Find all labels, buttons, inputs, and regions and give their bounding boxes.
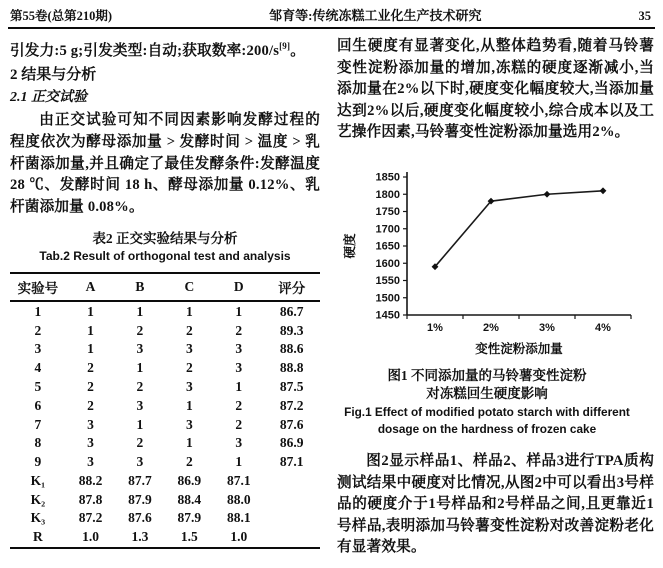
line-chart <box>339 165 639 361</box>
y-tick-label: 1750 <box>375 206 400 219</box>
table-cell: 87.2 <box>279 397 304 413</box>
table-row <box>10 340 320 359</box>
table-cell: 2 <box>185 360 193 376</box>
table-cell: 1 <box>136 360 144 376</box>
y-tick-label: 1650 <box>375 240 400 253</box>
x-tick-label: 2% <box>483 321 499 334</box>
table-cell: 3 <box>34 341 42 357</box>
table-row <box>10 378 320 397</box>
intro-line <box>10 36 320 62</box>
table-cell: 2 <box>136 435 144 451</box>
column-header: D <box>233 279 244 295</box>
table-cell: 88.6 <box>279 341 304 357</box>
y-tick-label: 1500 <box>375 292 400 305</box>
table-cell: R <box>33 529 43 545</box>
table-cell: 87.6 <box>128 510 152 526</box>
table-cell: 1 <box>136 416 144 432</box>
table-cell: 3 <box>87 435 94 451</box>
y-tick-label: 1850 <box>375 171 400 184</box>
two-column-layout <box>0 29 663 559</box>
table-cell: K₁ <box>30 472 46 488</box>
table-cell: 1.0 <box>230 529 248 545</box>
table-cell: 3 <box>235 435 243 451</box>
table-cell: 87.1 <box>226 472 251 488</box>
table-cell: 1 <box>185 303 193 319</box>
table-cell: 1 <box>87 322 94 338</box>
data-point-marker <box>600 187 607 194</box>
figure-caption-en-1: Fig.1 Effect of modified potato starch with different <box>344 404 630 419</box>
table-cell: 2 <box>235 416 243 432</box>
column-header: 实验号 <box>17 281 59 297</box>
x-tick-label: 1% <box>427 321 443 334</box>
data-point-marker <box>544 191 551 198</box>
table-cell: 3 <box>136 341 144 357</box>
table-cell: 5 <box>34 378 42 394</box>
table-cell: 1 <box>235 454 243 470</box>
table-cell: 3 <box>136 397 144 413</box>
table-row <box>10 321 320 340</box>
table-row <box>10 359 320 378</box>
table-cell: 3 <box>87 454 94 470</box>
y-tick-label: 1700 <box>375 223 400 236</box>
hardness-paragraph: 回生硬度有显著变化,从整体趋势看,随着马铃薯变性淀粉添加量的增加,冻糕的硬度逐渐减小,当添加量在2%以下时,硬度变化幅度较大,当添加量达到2%以后,硬度变化幅度较小,综合成本以及工艺操作因素,马铃薯变性淀粉添加量选用2%。 <box>337 38 654 141</box>
table-cell: 88.0 <box>226 491 251 507</box>
left-column <box>10 36 320 559</box>
figure-caption <box>337 367 637 438</box>
column-header: C <box>184 279 195 295</box>
table-cell: 2 <box>136 322 144 338</box>
y-tick-label: 1550 <box>375 275 400 288</box>
page-number: 35 <box>638 9 651 23</box>
table-cell: 1 <box>185 435 193 451</box>
table-body <box>10 301 320 547</box>
table-cell: 88.4 <box>177 491 202 507</box>
table-cell: 87.9 <box>177 510 202 526</box>
table-cell: 7 <box>34 416 42 432</box>
table-cell: 3 <box>185 341 193 357</box>
intro-line-period: 。 <box>290 42 305 59</box>
table-cell: 86.9 <box>279 435 304 451</box>
tpa-paragraph: 图2显示样品1、样品2、样品3进行TPA质构测试结果中硬度对比情况,从图2中可以看出3号样品的硬度介于1号样品和2号样品之间,且更靠近1号样品,表明添加马铃薯变性淀粉对改善淀粉老化有显著效果。 <box>337 452 654 556</box>
table-cell: 2 <box>185 322 193 338</box>
table-cell: 2 <box>136 378 144 394</box>
column-header: B <box>135 279 145 295</box>
table-header-row <box>10 273 320 301</box>
orthogonal-table <box>10 272 320 548</box>
journal-volume: 第55卷(总第210期) <box>10 9 113 23</box>
table-row <box>10 528 320 548</box>
table-cell: 2 <box>34 322 42 338</box>
table-cell: 1 <box>185 397 193 413</box>
x-tick-label: 3% <box>539 321 555 334</box>
orthogonal-paragraph: 由正交试验可知不同因素影响发酵过程的程度依次为酵母添加量 > 发酵时间 > 温度 > 乳杆菌添加量,并且确定了最佳发酵条件:发酵温度 28 ℃、发酵时间 18 h、酵母添加量 0.12%、乳杆菌添加量 0.08%。 <box>10 112 320 215</box>
running-title: 邹育等:传统冻糕工业化生产技术研究 <box>269 8 482 23</box>
figure-caption-cn-1: 图1 不同添加量的马铃薯变性淀粉 <box>387 367 587 383</box>
table-cell: 2 <box>235 397 243 413</box>
table-cell: 86.7 <box>279 303 304 319</box>
reference-superscript: [9] <box>279 41 291 51</box>
figure-caption-en-2: dosage on the hardness of frozen cake <box>377 421 597 436</box>
right-column <box>337 36 654 559</box>
table-cell <box>263 472 320 491</box>
table-cell: 1 <box>87 303 94 319</box>
table-cell: 1 <box>136 303 144 319</box>
table-cell: 1 <box>34 303 42 319</box>
section-heading-2: 2 结果与分析 <box>10 67 97 84</box>
table-title-cn: 表2 正交实验结果与分析 <box>92 231 238 247</box>
table-cell: 88.1 <box>226 510 251 526</box>
table-cell: K₃ <box>30 510 46 526</box>
figure-1 <box>337 165 654 438</box>
table-cell: 87.9 <box>128 491 152 507</box>
table-cell: 8 <box>34 435 42 451</box>
table-cell: 3 <box>235 341 243 357</box>
table-cell: 87.1 <box>279 454 304 470</box>
table-cell: 87.8 <box>78 491 103 507</box>
table-cell: 1.3 <box>131 529 149 545</box>
table-cell: 2 <box>235 322 243 338</box>
table-cell: 2 <box>87 360 94 376</box>
y-tick-label: 1600 <box>375 257 400 270</box>
table-cell <box>263 528 320 548</box>
table-cell: 2 <box>185 454 193 470</box>
section-heading-2-1: 2.1 正交试验 <box>10 90 87 106</box>
table-cell: 86.9 <box>177 472 202 488</box>
table-cell: 1 <box>235 303 243 319</box>
y-tick-label: 1800 <box>375 188 400 201</box>
table-cell: 1 <box>235 378 243 394</box>
series-line <box>435 191 603 267</box>
x-tick-label: 4% <box>595 321 611 334</box>
table-cell: 1.0 <box>82 529 99 545</box>
table-row <box>10 453 320 472</box>
table-cell: 3 <box>185 378 193 394</box>
table-title-en: Tab.2 Result of orthogonal test and analysis <box>39 249 291 264</box>
table-cell: 2 <box>87 378 94 394</box>
table-cell: 9 <box>34 454 42 470</box>
table-cell: 3 <box>235 360 243 376</box>
table-cell: 88.8 <box>279 360 304 376</box>
column-header: 评分 <box>278 281 306 297</box>
table-row <box>10 490 320 509</box>
table-cell: 3 <box>87 416 94 432</box>
table-row <box>10 415 320 434</box>
table-cell: 1 <box>87 341 94 357</box>
table-row <box>10 396 320 415</box>
table-cell: 89.3 <box>279 322 304 338</box>
table-cell <box>263 490 320 509</box>
table-row <box>10 434 320 453</box>
table-cell: 1.5 <box>180 529 198 545</box>
table-cell: 87.2 <box>78 510 103 526</box>
table-cell: 87.5 <box>279 378 304 394</box>
y-axis-title: 硬度 <box>343 233 357 259</box>
x-axis-title: 变性淀粉添加量 <box>475 341 563 356</box>
y-tick-label: 1450 <box>375 309 400 322</box>
table-cell: 88.2 <box>78 472 103 488</box>
table-cell: 4 <box>34 360 42 376</box>
page-header <box>0 0 663 26</box>
table-cell: 3 <box>136 454 144 470</box>
table-cell: 87.7 <box>128 472 152 488</box>
table-row <box>10 472 320 491</box>
table-row <box>10 301 320 321</box>
figure-caption-cn-2: 对冻糕回生硬度影响 <box>426 386 548 402</box>
intro-line-text: 引发力:5 g;引发类型:自动;获取数率:200/s <box>10 42 280 59</box>
column-header: A <box>85 279 96 295</box>
table-cell: 3 <box>185 416 193 432</box>
table-cell: 6 <box>34 397 42 413</box>
table-cell: K₂ <box>30 491 46 507</box>
table-cell <box>263 509 320 528</box>
table-cell: 2 <box>87 397 94 413</box>
table-cell: 87.6 <box>279 416 304 432</box>
table-head <box>10 273 320 301</box>
table-row <box>10 509 320 528</box>
